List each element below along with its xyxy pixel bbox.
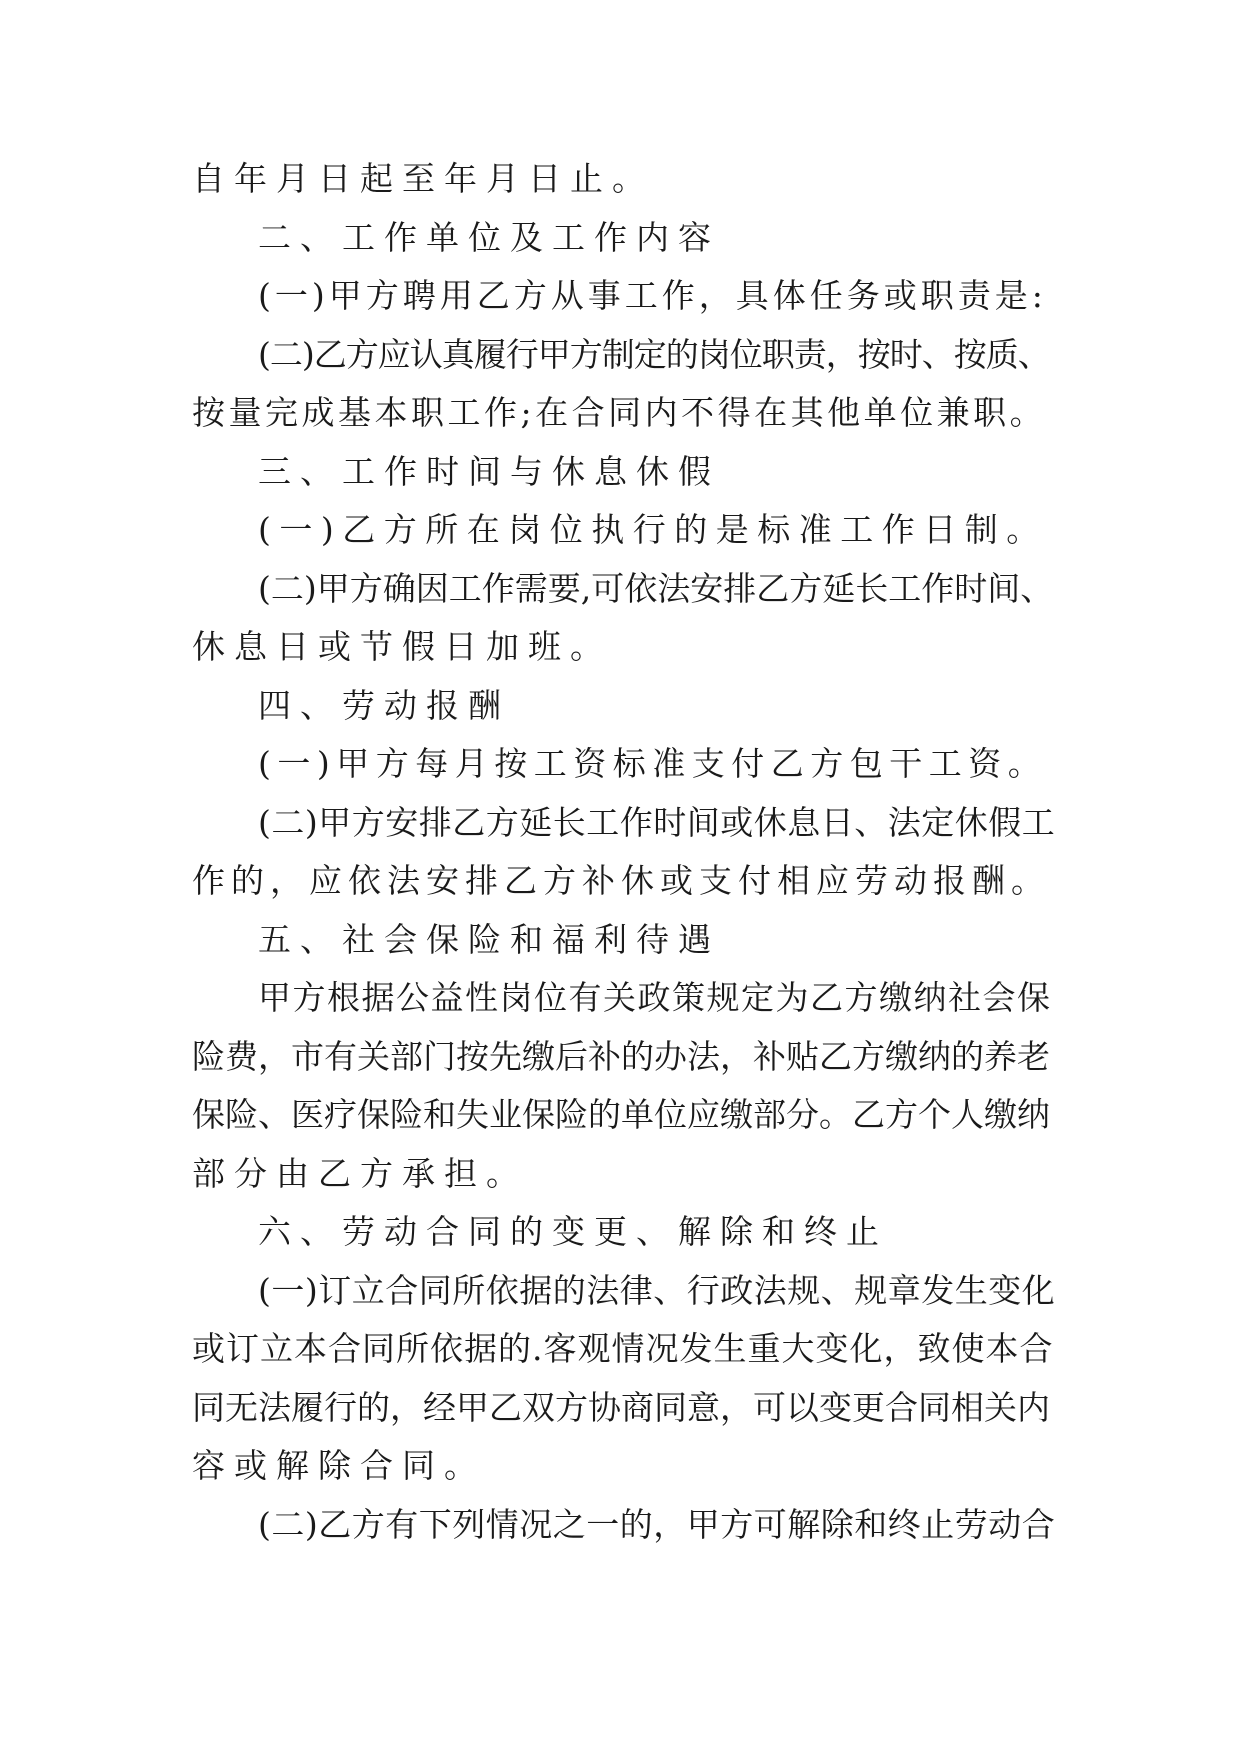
text-line-18: 部分由乙方承担。 bbox=[192, 1153, 528, 1193]
section-heading-4: 四、劳动报酬 bbox=[258, 685, 510, 725]
text-line-8: (二)甲方确因工作需要,可依法安排乙方延长工作时间、 bbox=[258, 568, 1054, 608]
text-line-3: (一)甲方聘用乙方从事工作，具体任务或职责是: bbox=[258, 276, 1047, 315]
document-page bbox=[192, 150, 1055, 1554]
text-line-4: (二)乙方应认真履行甲方制定的岗位职责，按时、按质、 bbox=[258, 334, 1050, 374]
text-line-17: 保险、医疗保险和失业保险的单位应缴部分。乙方个人缴纳 bbox=[192, 1095, 1050, 1134]
text-line-11: (一)甲方每月按工资标准支付乙方包干工资。 bbox=[258, 744, 1048, 783]
section-heading-2: 二、工作单位及工作内容 bbox=[258, 217, 720, 257]
text-line-16: 险费，市有关部门按先缴后补的办法，补贴乙方缴纳的养老 bbox=[192, 1036, 1050, 1076]
section-heading-5: 五、社会保险和福利待遇 bbox=[258, 919, 720, 959]
text-line-15: 甲方根据公益性岗位有关政策规定为乙方缴纳社会保 bbox=[258, 978, 1052, 1017]
text-line-20: (一)订立合同所依据的法律、行政法规、规章发生变化 bbox=[258, 1270, 1056, 1310]
text-line-13: 作的，应依法安排乙方补休或支付相应劳动报酬。 bbox=[192, 861, 1050, 900]
text-line-1: 自年月日起至年月日止。 bbox=[192, 159, 654, 198]
text-line-5: 按量完成基本职工作;在合同内不得在其他单位兼职。 bbox=[192, 393, 1047, 432]
text-line-24: (二)乙方有下列情况之一的，甲方可解除和终止劳动合 bbox=[258, 1504, 1056, 1544]
section-heading-6: 六、劳动合同的变更、解除和终止 bbox=[258, 1212, 888, 1251]
text-line-21: 或订立本合同所依据的.客观情况发生重大变化，致使本合 bbox=[192, 1329, 1054, 1368]
text-line-23: 容或解除合同。 bbox=[192, 1446, 486, 1485]
text-line-7: (一)乙方所在岗位执行的是标准工作日制。 bbox=[258, 510, 1048, 549]
text-line-9: 休息日或节假日加班。 bbox=[192, 627, 612, 666]
text-line-12: (二)甲方安排乙方延长工作时间或休息日、法定休假工 bbox=[258, 802, 1056, 842]
section-heading-3: 三、工作时间与休息休假 bbox=[258, 451, 720, 491]
text-line-22: 同无法履行的，经甲乙双方协商同意，可以变更合同相关内 bbox=[192, 1387, 1050, 1427]
